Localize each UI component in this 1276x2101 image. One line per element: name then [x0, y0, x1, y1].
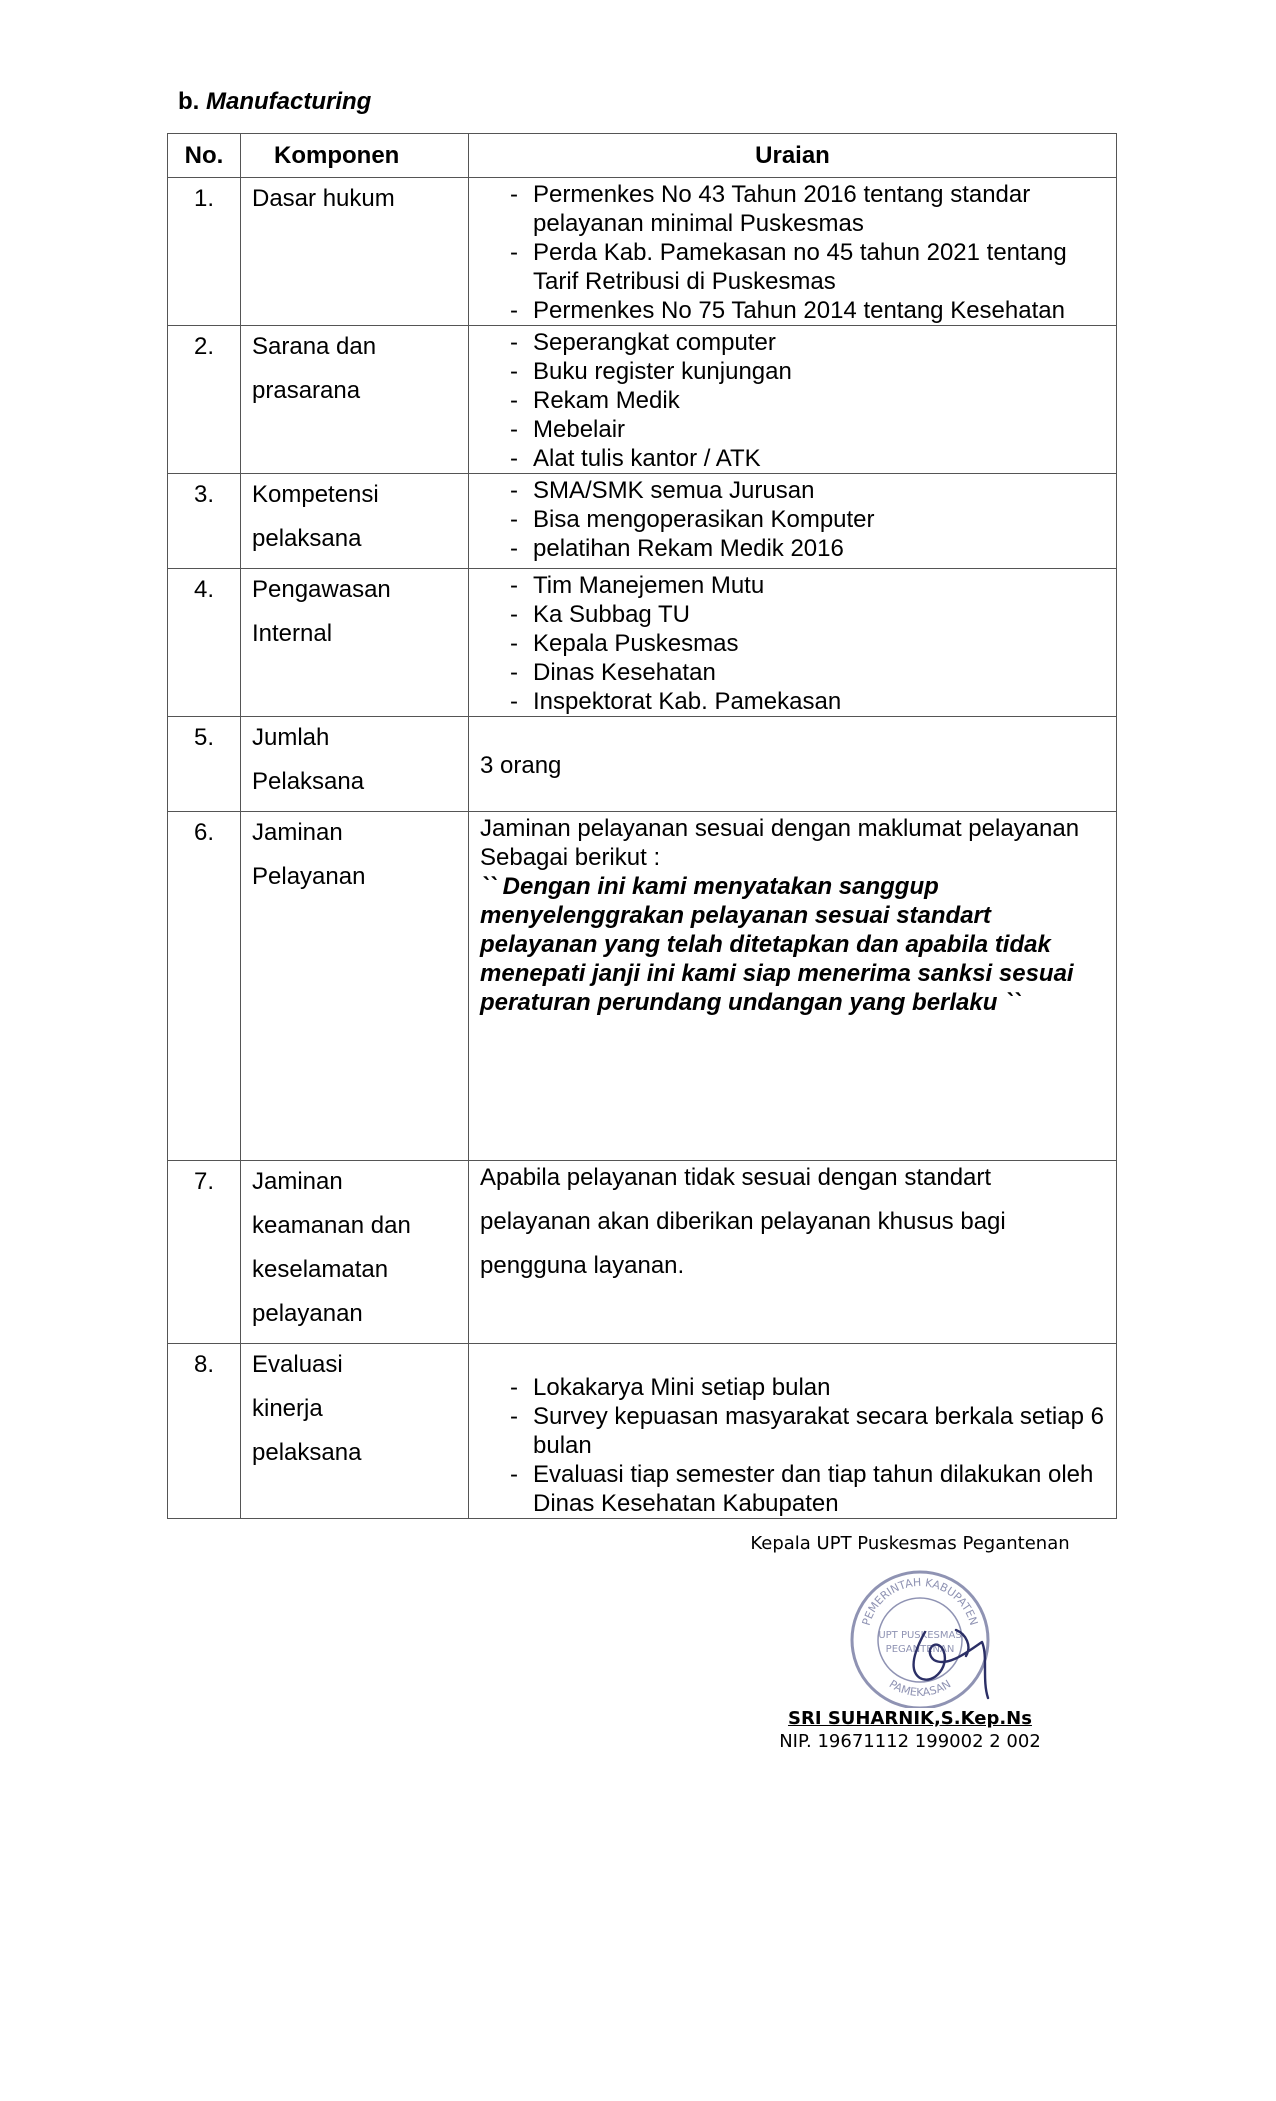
list-item: - Ka Subbag TU	[510, 600, 1108, 629]
signatory-name: SRI SUHARNIK,S.Kep.Ns	[788, 1708, 1032, 1729]
list-item: - SMA/SMK semua Jurusan	[510, 476, 1108, 505]
table-row	[168, 178, 1117, 326]
stamp-bottom-text: PAMEKASAN	[886, 1677, 954, 1700]
row-komponen	[241, 1344, 469, 1519]
signatory-nip: NIP. 19671112 199002 2 002	[779, 1731, 1041, 1752]
section-letter: b.	[178, 88, 200, 115]
komponen-line: pelayanan	[252, 1300, 363, 1327]
table-row	[168, 1161, 1117, 1344]
row-uraian	[469, 178, 1117, 326]
row-number: 4.	[168, 569, 241, 717]
list-item: - Perda Kab. Pamekasan no 45 tahun 2021 tentang Tarif Retribusi di Puskesmas	[510, 238, 1108, 296]
uraian-list	[480, 328, 1108, 473]
header-no: No.	[168, 134, 241, 178]
list-item: - Permenkes No 43 Tahun 2016 tentang standar pelayanan minimal Puskesmas	[510, 180, 1108, 238]
komponen-line: prasarana	[252, 377, 361, 404]
maklumat-statement: `` Dengan ini kami menyatakan sanggup menyelenggrakan pelayanan sesuai standart pelayanan yang telah ditetapkan dan apabila tidak menepati janji ini kami siap menerima sanksi sesuai peraturan perundang undangan yang berlaku ``	[480, 873, 1074, 1016]
row-uraian	[469, 569, 1117, 717]
official-stamp	[720, 1560, 1100, 1708]
komponen-line: Sarana dan	[252, 333, 377, 360]
komponen-line: Pelaksana	[252, 768, 365, 795]
uraian-list	[480, 1373, 1108, 1518]
list-item: - Mebelair	[510, 415, 1108, 444]
komponen-line: pelaksana	[252, 525, 362, 552]
service-standard-table	[167, 133, 1117, 1519]
row-number: 2.	[168, 326, 241, 474]
komponen-line: Internal	[252, 620, 333, 647]
list-item: - Dinas Kesehatan	[510, 658, 1108, 687]
table-row	[168, 717, 1117, 812]
uraian-list	[480, 476, 1108, 563]
row-number: 8.	[168, 1344, 241, 1519]
row-uraian	[469, 326, 1117, 474]
list-item: - Alat tulis kantor / ATK	[510, 444, 1108, 473]
komponen-line: Evaluasi	[252, 1351, 343, 1378]
list-item: - Survey kepuasan masyarakat secara berkala setiap 6 bulan	[510, 1402, 1108, 1460]
list-item: - Rekam Medik	[510, 386, 1108, 415]
komponen-line: keamanan dan	[252, 1212, 411, 1239]
komponen-line: Kompetensi	[252, 481, 379, 508]
row-uraian	[469, 717, 1117, 812]
row-number: 6.	[168, 812, 241, 1161]
uraian-list	[480, 571, 1108, 716]
table-row	[168, 569, 1117, 717]
row-komponen	[241, 474, 469, 569]
row-komponen	[241, 1161, 469, 1344]
row-number: 5.	[168, 717, 241, 812]
komponen-line: kinerja	[252, 1395, 323, 1422]
list-item: - Buku register kunjungan	[510, 357, 1108, 386]
row-uraian	[469, 474, 1117, 569]
komponen-line: Dasar hukum	[252, 185, 395, 212]
table-row	[168, 326, 1117, 474]
komponen-line: keselamatan	[252, 1256, 389, 1283]
row-komponen	[241, 569, 469, 717]
row-number: 3.	[168, 474, 241, 569]
row-uraian	[469, 1161, 1117, 1344]
stamp-area	[720, 1560, 1100, 1708]
table-header-row	[168, 134, 1117, 178]
row-komponen	[241, 178, 469, 326]
list-item: - Seperangkat computer	[510, 328, 1108, 357]
row-uraian	[469, 1344, 1117, 1519]
section-title: Manufacturing	[206, 88, 372, 115]
uraian-text: Sebagai berikut :	[480, 844, 661, 871]
stamp-top-text: PEMERINTAH KABUPATEN	[859, 1575, 981, 1627]
komponen-line: pelaksana	[252, 1439, 362, 1466]
komponen-line: Pelayanan	[252, 863, 366, 890]
stamp-center-line2: PEGANTENAN	[885, 1644, 955, 1655]
komponen-line: Jaminan	[252, 819, 343, 846]
table-row	[168, 812, 1117, 1161]
komponen-line: Pengawasan	[252, 576, 391, 603]
list-item: - Tim Manejemen Mutu	[510, 571, 1108, 600]
uraian-text: 3 orang	[480, 751, 562, 779]
uraian-list	[480, 180, 1108, 325]
signatory-office: Kepala UPT Puskesmas Pegantenan	[750, 1533, 1070, 1554]
list-item: - Bisa mengoperasikan Komputer	[510, 505, 1108, 534]
list-item: - Permenkes No 75 Tahun 2014 tentang Kesehatan	[510, 296, 1108, 325]
row-uraian	[469, 812, 1117, 1161]
row-komponen	[241, 812, 469, 1161]
list-item: - Kepala Puskesmas	[510, 629, 1108, 658]
komponen-line: Jumlah	[252, 724, 330, 751]
table-row	[168, 1344, 1117, 1519]
row-komponen	[241, 717, 469, 812]
row-number: 1.	[168, 178, 241, 326]
section-heading	[178, 88, 371, 116]
header-komponen: Komponen	[241, 134, 469, 178]
signature-block	[720, 1533, 1100, 1752]
uraian-text: Jaminan pelayanan sesuai dengan maklumat pelayanan	[480, 815, 1080, 842]
list-item: - pelatihan Rekam Medik 2016	[510, 534, 1108, 563]
list-item: - Lokakarya Mini setiap bulan	[510, 1373, 1108, 1402]
stamp-center-line1: UPT PUSKESMAS	[878, 1630, 962, 1641]
komponen-line: Jaminan	[252, 1168, 343, 1195]
row-number: 7.	[168, 1161, 241, 1344]
list-item: - Inspektorat Kab. Pamekasan	[510, 687, 1108, 716]
list-item: - Evaluasi tiap semester dan tiap tahun dilakukan oleh Dinas Kesehatan Kabupaten	[510, 1460, 1108, 1518]
row-komponen	[241, 326, 469, 474]
uraian-text: Apabila pelayanan tidak sesuai dengan standart pelayanan akan diberikan pelayanan khusus bagi pengguna layanan.	[480, 1164, 1006, 1279]
header-uraian: Uraian	[469, 134, 1117, 178]
table-row	[168, 474, 1117, 569]
